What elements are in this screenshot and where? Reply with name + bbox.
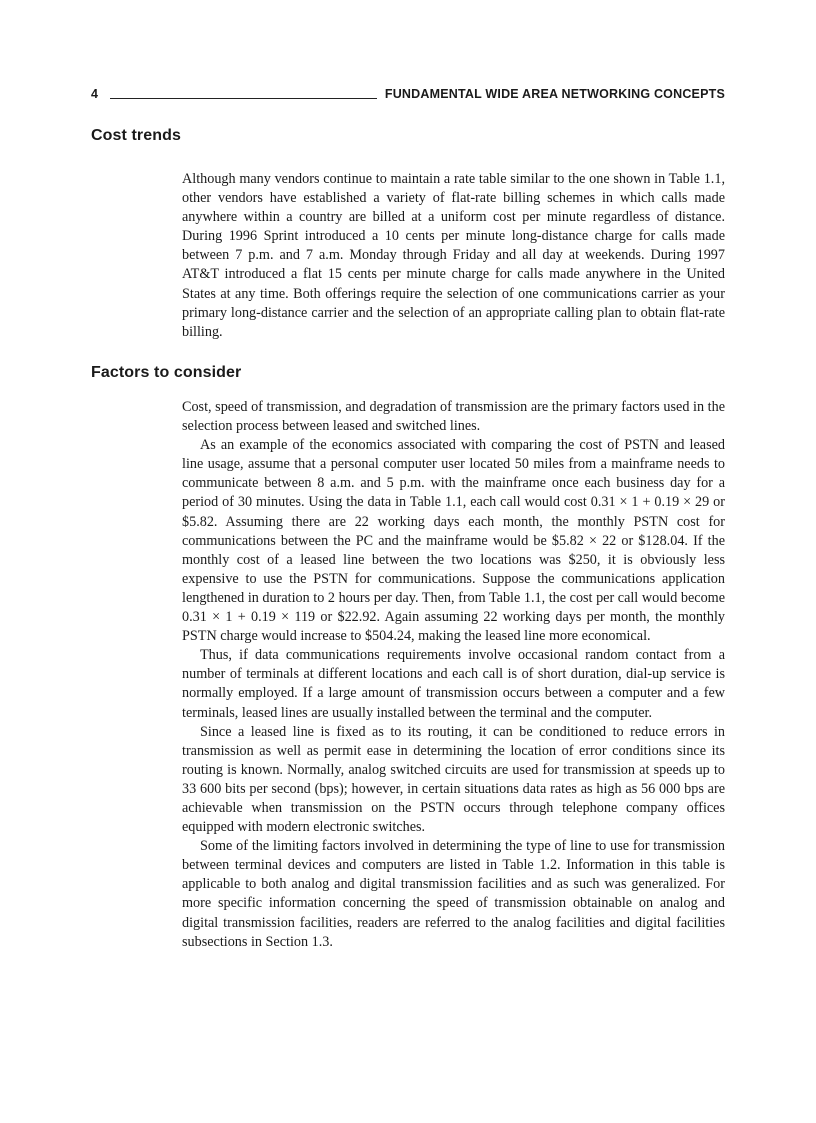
paragraph: Although many vendors continue to maintain a rate table similar to the one shown in Table 1.1, other vendors have established a variety of flat-rate billing schemes in which calls made anywhere within a country are billed at a uniform cost per minute regardless of distance. During 1996 Sprint introduced a 10 cents per minute long-distance charge for calls made between 7 p.m. and 7 a.m. Monday through Friday and all day at weekends. During 1997 AT&T introduced a flat 15 cents per minute charge for calls made anywhere in the United States at any time. Both offerings require the selection of one communications carrier as your primary long-distance carrier and the selection of an appropriate calling plan to obtain flat-rate billing.: [182, 171, 725, 340]
paragraph: Since a leased line is fixed as to its routing, it can be conditioned to reduce errors in transmission as well as permit ease in determining the location of error conditions since its routing is known. Normally, analog switched circuits are used for transmission at speeds up to 33 600 bits per second (bps); however, in certain situations data rates as high as 56 000 bps are achievable when transmission on the PSTN occurs through telephone company offices equipped with modern electronic switches.: [182, 723, 725, 836]
section-body-cost-trends: [182, 170, 725, 342]
running-title: FUNDAMENTAL WIDE AREA NETWORKING CONCEPTS: [384, 87, 725, 101]
paragraph: Cost, speed of transmission, and degradation of transmission are the primary factors used in the selection process between leased and switched lines.: [182, 399, 725, 435]
paragraph: Thus, if data communications requirements involve occasional random contact from a number of terminals at different locations and each call is of short duration, dial-up service is normally employed. If a large amount of transmission occurs between a computer and a few terminals, leased lines are usually installed between the terminal and the computer.: [182, 647, 725, 721]
header-rule: [110, 98, 377, 99]
paragraph: As an example of the economics associated with comparing the cost of PSTN and leased line usage, assume that a personal computer user located 50 miles from a mainframe needs to communicate between 8 a.m. and 5 p.m. with the mainframe once each business day for a period of 30 minutes. Using the data in Table 1.1, each call would cost 0.31 × 1 + 0.19 × 29 or $5.82. Assuming there are 22 working days each month, the monthly PSTN cost for communications between the PC and the mainframe would be $5.82 × 22 or $128.04. If the monthly cost of a leased line between the two locations was $250, it is obviously less expensive to use the PSTN for communications. Suppose the communications application lengthened in duration to 2 hours per day. Then, from Table 1.1, the cost per call would become 0.31 × 1 + 0.19 × 119 or $22.92. Again assuming 22 working days per month, the monthly PSTN charge would increase to $504.24, making the leased line more economical.: [182, 437, 725, 645]
section-heading-factors-to-consider: Factors to consider: [91, 364, 242, 381]
paragraph: Some of the limiting factors involved in determining the type of line to use for transmission between terminal devices and computers are listed in Table 1.2. Information in this table is applicable to both analog and digital transmission facilities and as such was generalized. For more specific information concerning the speed of transmission obtainable on analog and digital transmission facilities, readers are referred to the analog facilities and digital facilities subsections in Section 1.3.: [182, 838, 725, 950]
section-body-factors-to-consider: [182, 398, 725, 952]
section-heading-cost-trends: Cost trends: [91, 127, 181, 144]
page-header: [91, 85, 725, 103]
page-number: 4: [91, 87, 99, 101]
